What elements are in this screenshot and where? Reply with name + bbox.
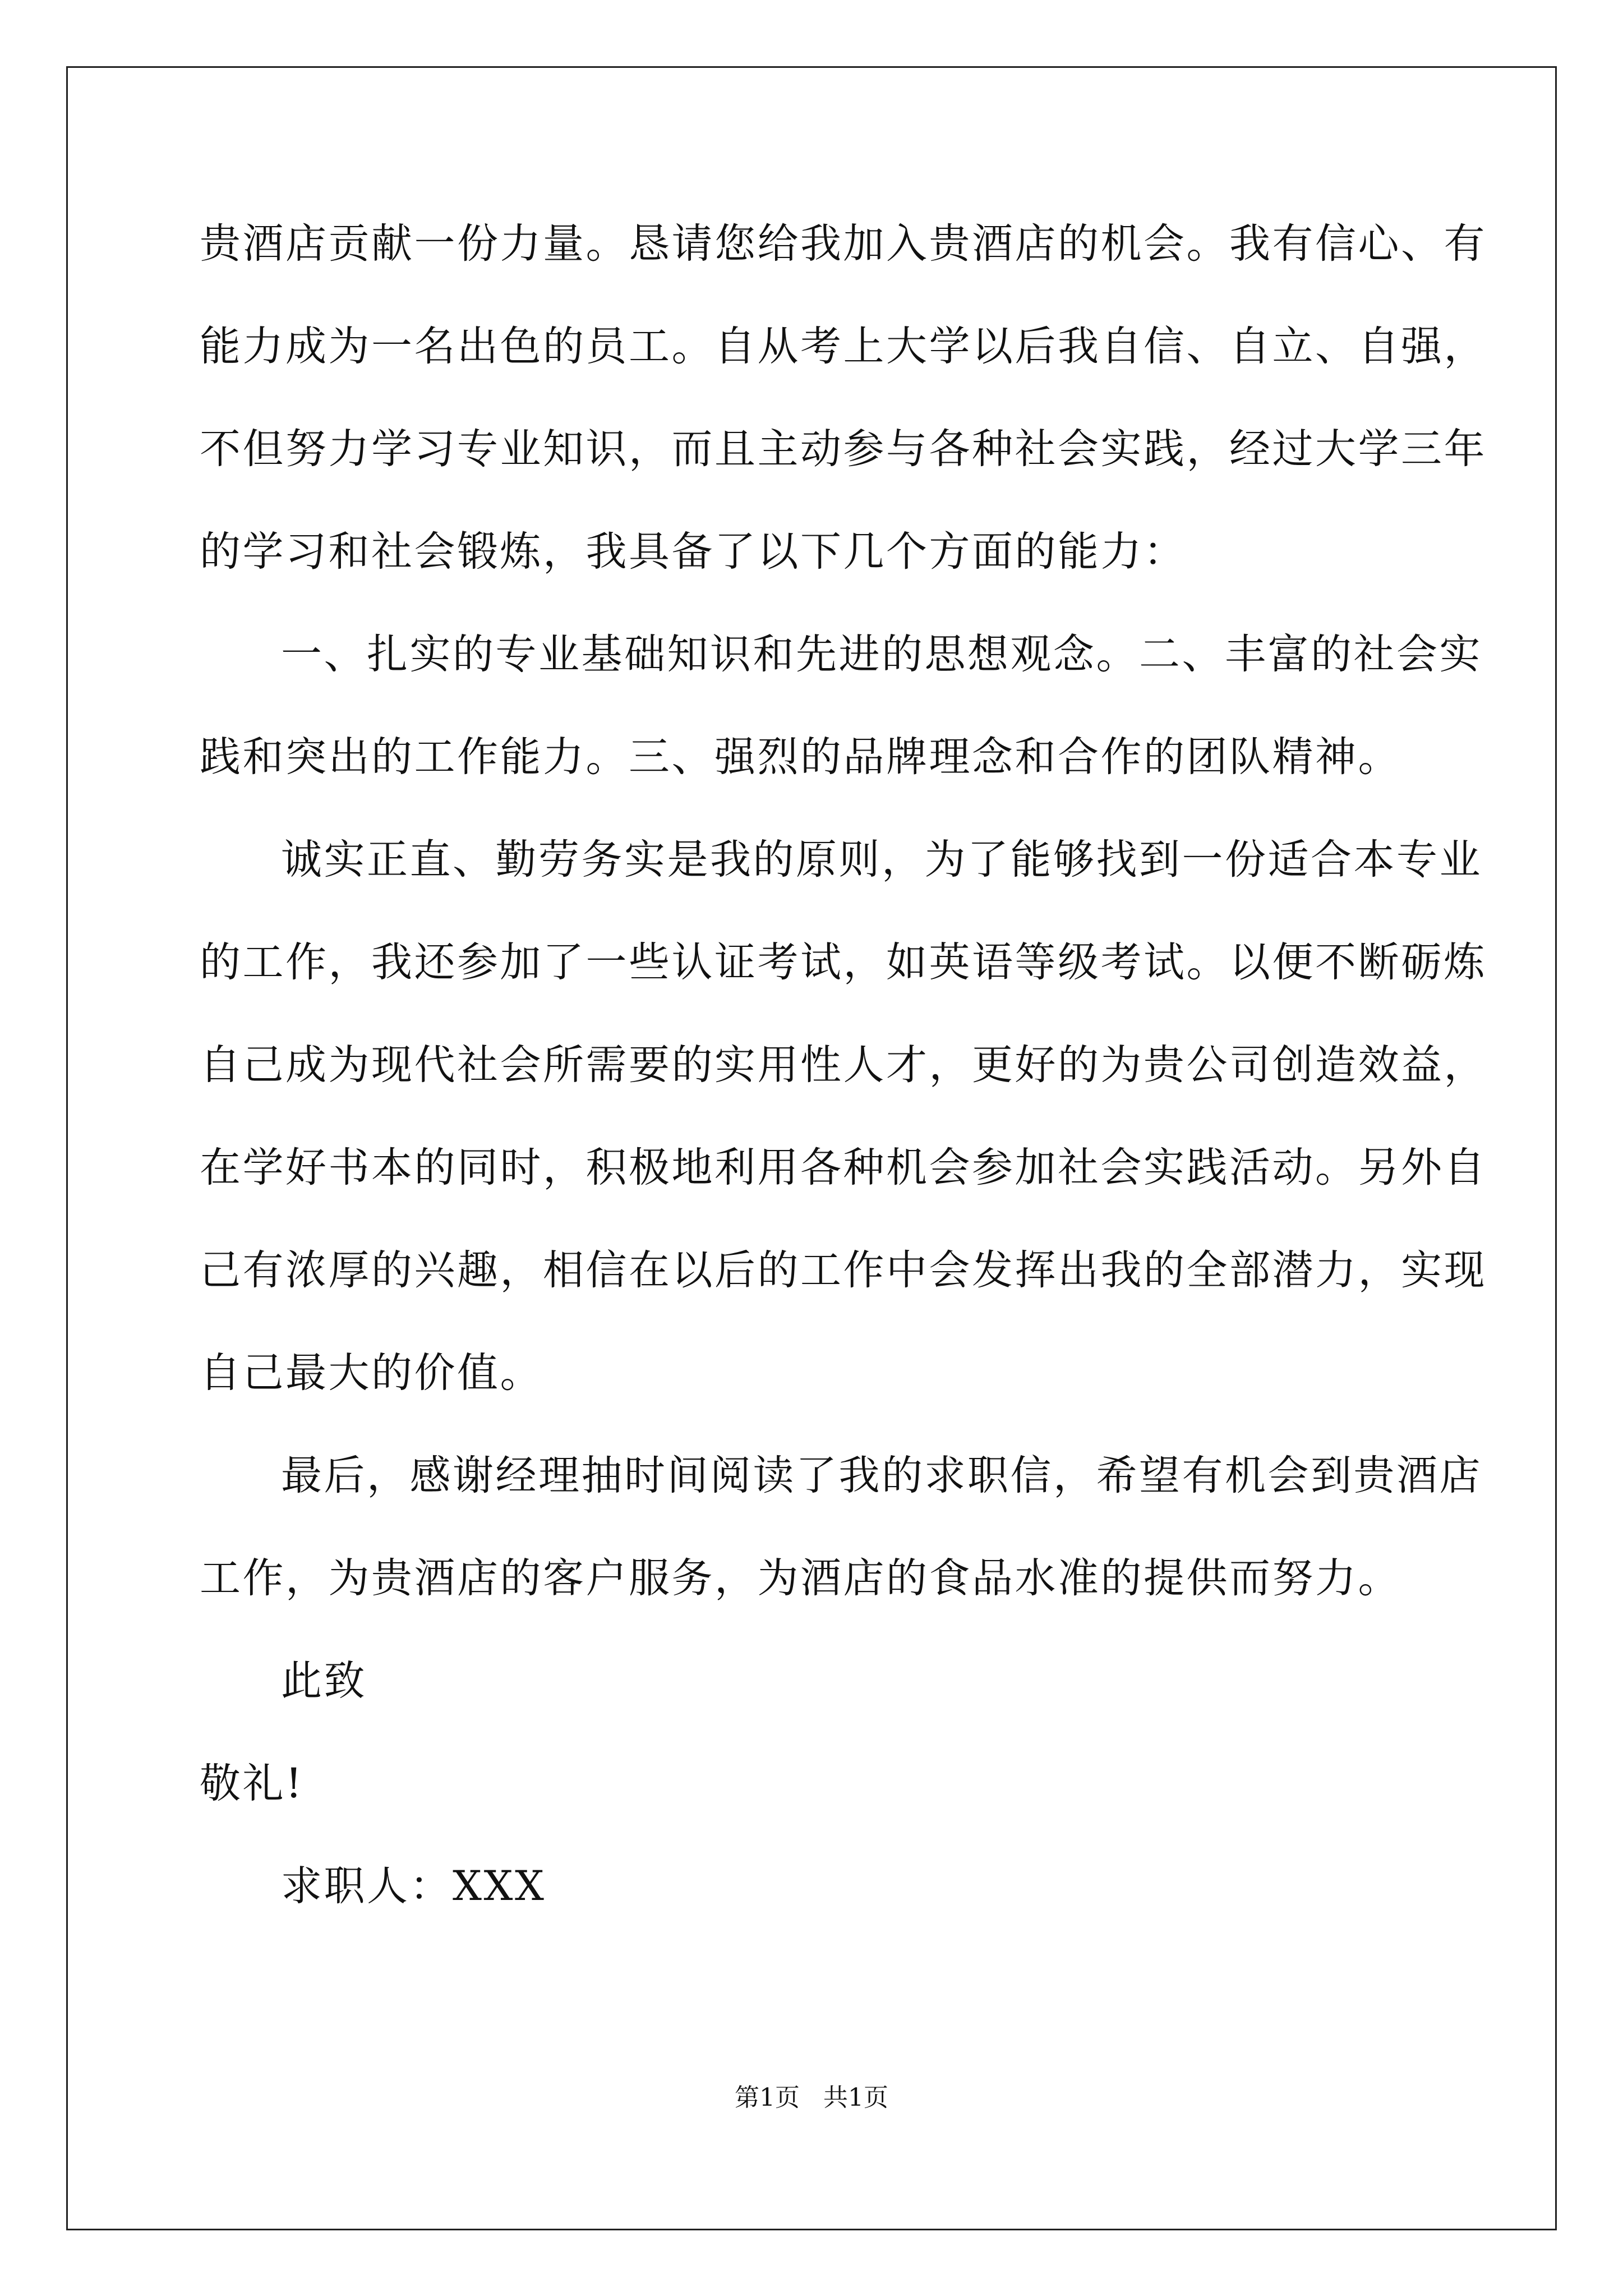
- text-line: 诚实正直、勤劳务实是我的原则，为了能够找到一份适合本专业: [281, 836, 1482, 884]
- text-line: 自己成为现代社会所需要的实用性人才，更好的为贵公司创造效益，: [200, 1041, 1487, 1089]
- text-line: 的学习和社会锻炼，我具备了以下几个方面的能力：: [200, 528, 1187, 576]
- text-line: 不但努力学习专业知识，而且主动参与各种社会实践，经过大学三年: [200, 425, 1487, 473]
- text-line: 工作，为贵酒店的客户服务，为酒店的食品水准的提供而努力。: [200, 1554, 1401, 1602]
- text-line: 己有浓厚的兴趣，相信在以后的工作中会发挥出我的全部潜力，实现: [200, 1246, 1487, 1294]
- closing-salutation: 此致: [281, 1657, 367, 1705]
- text-line: 在学好书本的同时，积极地利用各种机会参加社会实践活动。另外自: [200, 1144, 1487, 1191]
- text-line: 践和突出的工作能力。三、强烈的品牌理念和合作的团队精神。: [200, 733, 1401, 781]
- text-line: 最后，感谢经理抽时间阅读了我的求职信，希望有机会到贵酒店: [281, 1452, 1482, 1499]
- text-line: 自己最大的价值。: [200, 1349, 543, 1397]
- closing-regards: 敬礼!: [200, 1760, 304, 1807]
- page-footer: [0, 2081, 1623, 2115]
- signature-line: 求职人：XXX: [281, 1862, 546, 1910]
- text-line: 贵酒店贡献一份力量。恳请您给我加入贵酒店的机会。我有信心、有: [200, 220, 1487, 268]
- text-line: 的工作，我还参加了一些认证考试，如英语等级考试。以便不断砺炼: [200, 938, 1487, 986]
- text-line: 能力成为一名出色的员工。自从考上大学以后我自信、自立、自强，: [200, 323, 1487, 370]
- text-line: 一、扎实的专业基础知识和先进的思想观念。二、丰富的社会实: [281, 631, 1482, 678]
- page-number: 第1页 共1页: [735, 2083, 888, 2112]
